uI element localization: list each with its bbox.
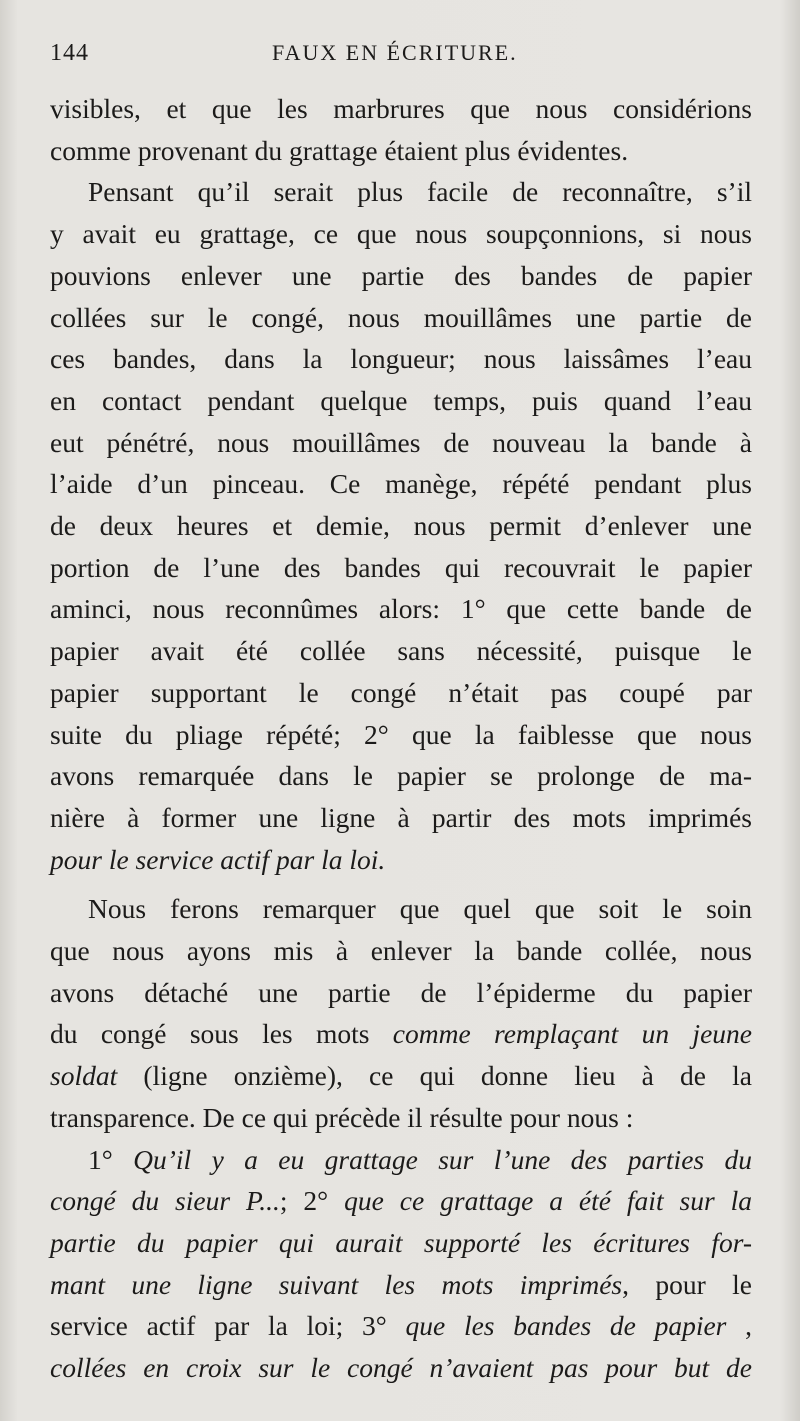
text-line: avons détaché une partie de l’épiderme du papier <box>50 976 752 1008</box>
paragraph <box>50 88 752 171</box>
page-header <box>50 40 752 88</box>
text-line: visibles, et que les marbrures que nous considérions <box>50 93 752 124</box>
text-line: congé du sieur P...; 2° que ce grattage a été fait sur la <box>50 1185 753 1217</box>
text-line: papier avait été collée sans nécessité, puisque le <box>50 635 752 667</box>
text-line: ces bandes, dans la longueur; nous laissâmes l’eau <box>50 343 752 375</box>
text-line: soldat (ligne onzième), ce qui donne lieu à de la <box>50 1060 752 1092</box>
text-line: nière à former une ligne à partir des mots imprimés <box>50 801 752 833</box>
text-line: collées sur le congé, nous mouillâmes une partie de <box>50 301 752 333</box>
text-line: l’aide d’un pinceau. Ce manège, répété pendant plus <box>50 468 752 500</box>
text-line: de deux heures et demie, nous permit d’enlever une <box>50 510 752 542</box>
text-line: suite du pliage répété; 2° que la faiblesse que nous <box>50 718 752 750</box>
text-line: partie du papier qui aurait supporté les écritures for- <box>50 1226 752 1258</box>
text-line: Nous ferons remarquer que quel que soit le soin <box>88 893 752 925</box>
text-line: mant une ligne suivant les mots imprimés, pour le <box>50 1268 752 1300</box>
text-line: que nous ayons mis à enlever la bande collée, nous <box>50 935 752 967</box>
text-line: Pensant qu’il serait plus facile de reconnaître, s’il <box>88 176 752 208</box>
text-line: service actif par la loi; 3° que les bandes de papier , <box>50 1310 752 1342</box>
text-line: en contact pendant quelque temps, puis quand l’eau <box>50 384 752 416</box>
body-text <box>50 88 752 1389</box>
text-line: y avait eu grattage, ce que nous soupçonnions, si nous <box>50 218 752 250</box>
paragraph <box>50 1139 752 1389</box>
paragraph <box>50 171 752 880</box>
text-line: comme provenant du grattage étaient plus évidentes. <box>50 134 629 166</box>
text-line: collées en croix sur le congé n’avaient pas pour but de <box>50 1352 752 1384</box>
text-line: pouvions enlever une partie des bandes de papier <box>50 259 752 291</box>
text-line: 1° Qu’il y a eu grattage sur l’une des parties du <box>88 1143 752 1175</box>
running-title: FAUX EN ÉCRITURE. <box>272 40 518 65</box>
text-line: du congé sous les mots comme remplaçant un jeune <box>50 1018 752 1050</box>
text-line: eut pénétré, nous mouillâmes de nouveau la bande à <box>50 426 752 458</box>
page-number: 144 <box>50 40 89 66</box>
paragraph <box>50 888 752 1138</box>
text-line: pour le service actif par la loi. <box>50 843 386 875</box>
text-line: avons remarquée dans le papier se prolonge de ma- <box>50 760 752 792</box>
text-line: portion de l’une des bandes qui recouvrait le papier <box>50 551 752 583</box>
text-line: transparence. De ce qui précède il résulte pour nous : <box>50 1101 634 1133</box>
text-line: papier supportant le congé n’était pas coupé par <box>50 676 752 708</box>
text-line: aminci, nous reconnûmes alors: 1° que cette bande de <box>50 593 752 625</box>
